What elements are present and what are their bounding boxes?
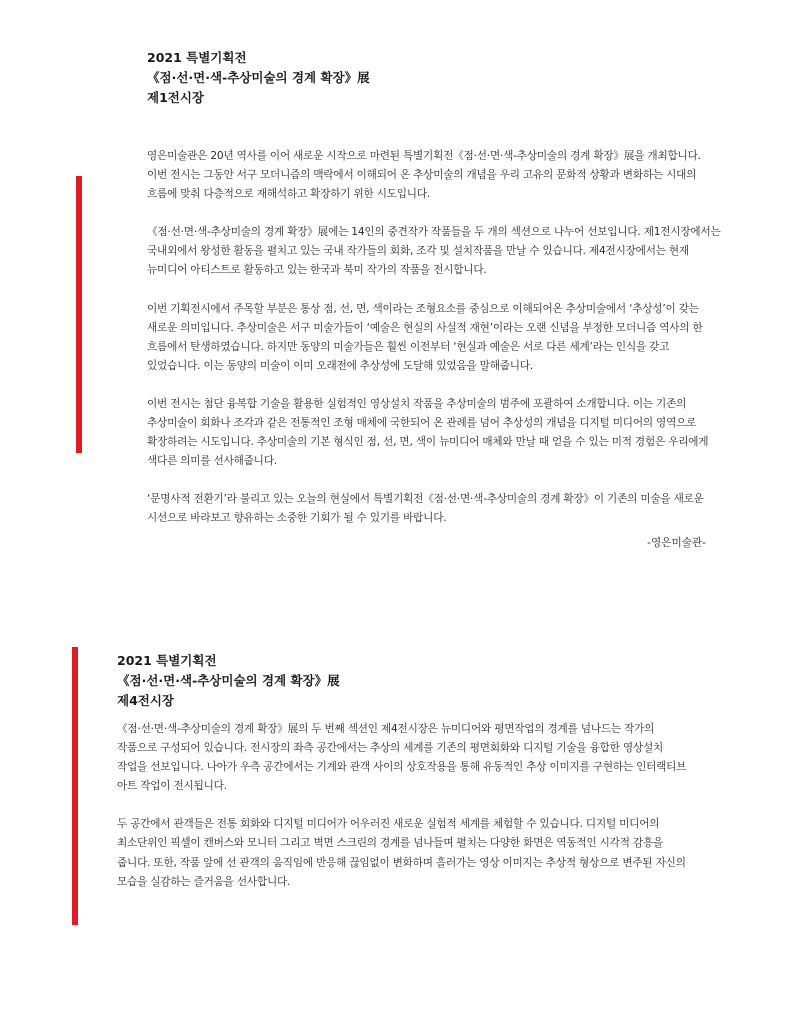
section1-body [147,147,722,548]
section1-heading [147,48,370,108]
section1-paragraph-4: 이번 전시는 첨단 융복합 기술을 활용한 실험적인 영상설치 작품을 추상미술의 범주에 포괄하여 소개합니다. 이는 기존의 추상미술이 회화나 조각과 같은 전통적인 조형 매체에 국한되어 온 관례를 넘어 추상성의 개념을 디지털 미디어의 영역으로 확장하려는 시도입니다. 추상미술의 기본 형식인 점, 선, 면, 색이 뉴미디어 매체와 만날 때 얻을 수 있는 미적 경험은 우리에게 색다른 의미를 선사해줍니다. [147,397,709,468]
section2-heading-year: 2021 특별기획전 [117,653,217,668]
section2-paragraph-1: 《점·선·면·색-추상미술의 경계 확장》展의 두 번째 섹션인 제4전시장은 뉴미디어와 평면작업의 경계를 넘나드는 작가의 작품으로 구성되어 있습니다. 전시장의 좌측 공간에서는 추상의 세계를 기존의 평면회화와 디지털 기술을 융합한 영상설치 작업을 선보입니다. 나아가 우측 공간에서는 기계와 관객 사이의 상호작용을 통해 유동적인 추상 이미지를 구현하는 인터랙티브 아트 작업이 전시됩니다. [117,723,687,793]
section2-heading-hall: 제4전시장 [117,693,174,708]
section2-heading-title: 《점·선·면·색-추상미술의 경계 확장》展 [117,673,340,688]
red-accent-bar-2 [72,647,78,925]
section1-paragraph-1: 영은미술관은 20년 역사를 이어 새로운 시작으로 마련된 특별기획전《점·선·면·색-추상미술의 경계 확장》展을 개최합니다. 이번 전시는 그동안 서구 모더니즘의 맥락에서 이해되어 온 추상미술의 개념을 우리 고유의 문화적 상황과 변화하는 시대의 흐름에 맞춰 다층적으로 재해석하고 확장하기 위한 시도입니다. [147,150,701,201]
section1-paragraph-5: ‘문명사적 전환기’라 불리고 있는 오늘의 현실에서 특별기획전《점·선·면·색-추상미술의 경계 확장》이 기존의 미술을 새로운 시선으로 바라보고 향유하는 소중한 기회가 될 수 있기를 바랍니다. [147,493,704,525]
section1-heading-hall: 제1전시장 [147,90,204,105]
section2-body [117,720,692,911]
red-accent-bar-1 [76,176,82,453]
section1-heading-year: 2021 특별기획전 [147,50,247,65]
section2-heading [117,651,340,711]
section1-heading-title: 《점·선·면·색-추상미술의 경계 확장》展 [147,70,370,85]
section1-paragraph-3: 이번 기획전시에서 주목할 부분은 통상 점, 선, 면, 색이라는 조형요소를 중심으로 이해되어온 추상미술에서 ‘추상성’이 갖는 새로운 의미입니다. 추상미술은 서구 미술가들이 ‘예술은 현실의 사실적 재현’이라는 오랜 신념을 부정한 모더니즘 역사의 한 흐름에서 탄생하였습니다. 하지만 동양의 미술가들은 훨씬 이전부터 ‘현실과 예술은 서로 다른 세계’라는 인식을 갖고 있었습니다. 이는 동양의 미술이 이미 오래전에 추상성에 도달해 있었음을 말해줍니다. [147,302,703,372]
section1-paragraph-2: 《점·선·면·색-추상미술의 경계 확장》展에는 14인의 중견작가 작품들을 두 개의 섹션으로 나누어 선보입니다. 제1전시장에서는 국내외에서 왕성한 활동을 펼치고 있는 국내 작가들의 회화, 조각 및 설치작품을 만날 수 있습니다. 제4전시장에서는 현재 뉴미디어 아티스트로 활동하고 있는 한국과 북미 작가의 작품을 전시합니다. [147,226,721,277]
signature: -영은미술관- [647,537,706,549]
section2-paragraph-2: 두 공간에서 관객들은 전통 회화와 디지털 미디어가 어우러진 새로운 실험적 세계를 체험할 수 있습니다. 디지털 미디어의 최소단위인 픽셀이 캔버스와 모니터 그리고 벽면 스크린의 경계를 넘나들며 펼치는 다양한 화면은 역동적인 시각적 감흥을 줍니다. 또한, 작품 앞에 선 관객의 움직임에 반응해 끊임없이 변화하며 흘러가는 영상 이미지는 추상적 형상으로 변주된 자신의 모습을 실감하는 즐거움을 선사합니다. [117,818,686,888]
